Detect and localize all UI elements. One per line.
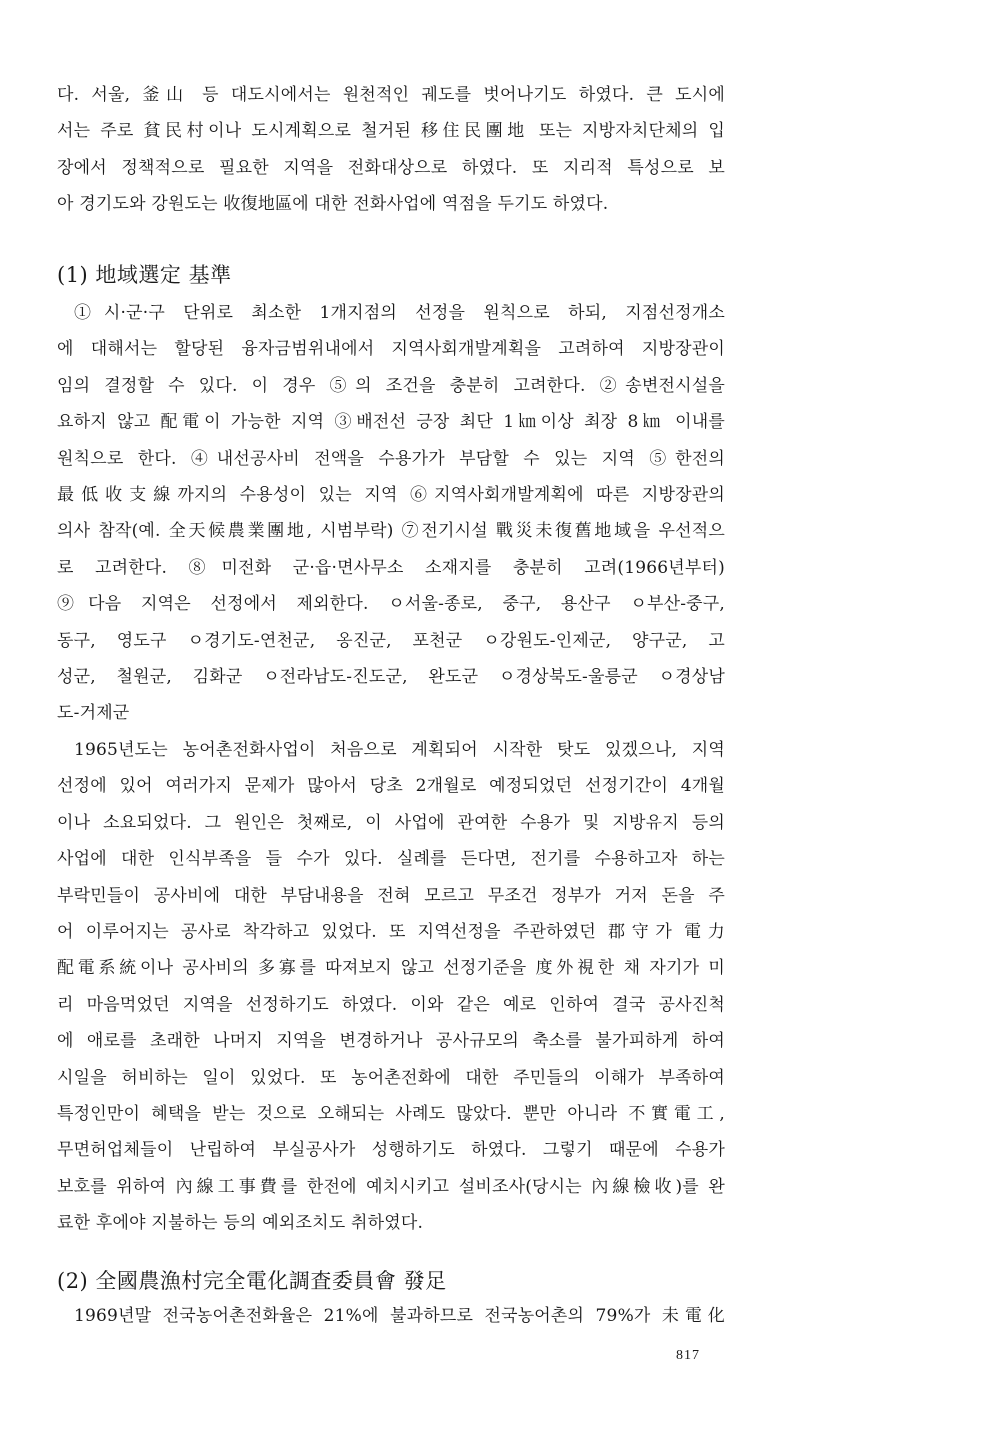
body-line: 配電系統이나 공사비의 多寡를 따져보지 않고 선정기준을 度外視한 채 자기가 미 xyxy=(57,958,725,979)
page-number: 817 xyxy=(676,1348,700,1363)
criteria-line: 最低收支線까지의 수용성이 있는 지역 ⑥지역사회개발계획에 따른 지방장관의 xyxy=(57,484,725,505)
body-line: 리 마음먹었던 지역을 선정하기도 하였다. 이와 같은 예로 인하여 결국 공사진척 xyxy=(57,994,725,1015)
body-line: 부락민들이 공사비에 대한 부담내용을 전혀 모르고 무조건 정부가 거저 돈을 주 xyxy=(57,885,725,906)
intro-line: 아 경기도와 강원도는 收復地區에 대한 전화사업에 역점을 두기도 하였다. xyxy=(57,194,609,215)
criteria-line: 의사 참작(예. 全天候農業團地, 시범부락) ⑦전기시설 戰災未復舊地域을 우선적으 xyxy=(57,521,725,542)
criteria-line: ①시·군·구 단위로 최소한 1개지점의 선정을 원칙으로 하되, 지점선정개소 xyxy=(74,303,725,323)
intro-paragraph xyxy=(57,77,725,223)
body-line: 특정인만이 혜택을 받는 것으로 오해되는 사례도 많았다. 뿐만 아니라 不實電工, xyxy=(57,1103,725,1124)
body-line: 시일을 허비하는 일이 있었다. 또 농어촌전화에 대한 주민들의 이해가 부족하여 xyxy=(57,1067,725,1088)
intro-line: 장에서 정책적으로 필요한 지역을 전화대상으로 하였다. 또 지리적 특성으로 보 xyxy=(57,157,725,178)
body-line: 1965년도는 농어촌전화사업이 처음으로 계획되어 시작한 탓도 있겠으나, 지역 xyxy=(74,740,725,760)
body-line: 이나 소요되었다. 그 원인은 첫째로, 이 사업에 관여한 수용가 및 지방유지 등의 xyxy=(57,812,725,833)
body-line: 사업에 대한 인식부족을 들 수가 있다. 실례를 든다면, 전기를 수용하고자 하는 xyxy=(57,849,725,870)
body-line: 보호를 위하여 內線工事費를 한전에 예치시키고 설비조사(당시는 內線檢收)를 완 xyxy=(57,1176,725,1197)
criteria-line: 임의 결정할 수 있다. 이 경우 ⑤의 조건을 충분히 고려한다. ②송변전시설을 xyxy=(57,375,725,396)
criteria-line: 에 대해서는 할당된 융자금범위내에서 지역사회개발계획을 고려하여 지방장관이 xyxy=(57,339,725,360)
section2-paragraph xyxy=(57,1298,725,1334)
criteria-line: 로 고려한다. ⑧미전화 군·읍·면사무소 소재지를 충분히 고려(1966년부터) xyxy=(57,557,725,578)
body-line: 에 애로를 초래한 나머지 지역을 변경하거나 공사규모의 축소를 불가피하게 하여 xyxy=(57,1031,725,1052)
intro-line: 다. 서울, 釜山 등 대도시에서는 원천적인 궤도를 벗어나기도 하였다. 큰 도시에 xyxy=(57,85,725,105)
intro-line: 서는 주로 貧民村이나 도시계획으로 철거된 移住民團地 또는 지방자치단체의 입 xyxy=(57,121,725,142)
criteria-line: 요하지 않고 配電이 가능한 지역 ③배전선 긍장 최단 1㎞이상 최장 8㎞ 이내를 xyxy=(57,412,725,433)
section-heading-2: (2) 全國農漁村完全電化調査委員會 發足 xyxy=(57,1269,447,1293)
criteria-line: 원칙으로 한다. ④내선공사비 전액을 수용가가 부담할 수 있는 지역 ⑤한전의 xyxy=(57,448,725,469)
body-line: 료한 후에야 지불하는 등의 예외조치도 취하였다. xyxy=(57,1213,424,1234)
criteria-line: 동구, 영도구 ㅇ경기도-연천군, 옹진군, 포천군 ㅇ강원도-인제군, 양구군, 고 xyxy=(57,630,725,651)
body-line: 1969년말 전국농어촌전화율은 21%에 불과하므로 전국농어촌의 79%가 未電化 xyxy=(74,1306,725,1326)
section-heading-1: (1) 地域選定 基準 xyxy=(57,263,232,287)
body-paragraph xyxy=(57,732,725,1241)
criteria-line: ⑨다음 지역은 선정에서 제외한다. ㅇ서울-종로, 중구, 용산구 ㅇ부산-중구, xyxy=(57,594,725,615)
criteria-line: 도-거제군 xyxy=(57,703,130,724)
body-line: 무면허업체들이 난립하여 부실공사가 성행하기도 하였다. 그렇기 때문에 수용가 xyxy=(57,1140,725,1161)
body-line: 선정에 있어 여러가지 문제가 많아서 당초 2개월로 예정되었던 선정기간이 4개월 xyxy=(57,776,725,797)
body-line: 어 이루어지는 공사로 착각하고 있었다. 또 지역선정을 주관하였던 郡守가 電力 xyxy=(57,921,725,942)
criteria-line: 성군, 철원군, 김화군 ㅇ전라남도-진도군, 완도군 ㅇ경상북도-울릉군 ㅇ경상남 xyxy=(57,666,725,687)
criteria-paragraph xyxy=(57,295,725,732)
